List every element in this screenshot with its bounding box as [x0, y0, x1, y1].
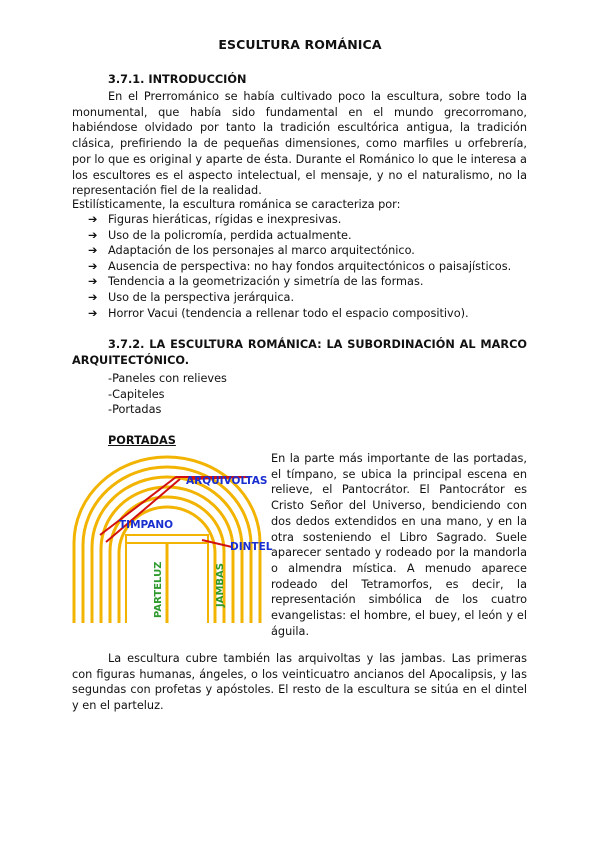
jamb-right — [202, 535, 208, 623]
arrow-bullet-icon: ➔ — [88, 290, 98, 304]
arrow-bullet-icon: ➔ — [88, 244, 98, 258]
list-item: -Capiteles — [108, 387, 165, 401]
section-heading-subordinacion: 3.7.2. LA ESCULTURA ROMÁNICA: LA SUBORDINACIÓN AL MARCO — [108, 338, 527, 351]
sculpture-types-list — [108, 371, 227, 418]
lintel — [126, 535, 208, 543]
portadas-heading: PORTADAS — [108, 434, 176, 447]
list-item: ➔ Adaptación de los personajes al marco arquitectónico. — [88, 244, 415, 258]
arrow-bullet-icon: ➔ — [88, 228, 98, 242]
intro-paragraph: En el Prerrománico se había cultivado poco la escultura, sobre todo la monumental, que había sido fundamental en el mundo grecorromano, habiéndose olvidado por tanto la tradición escultórica antigua, la tradición clásica, prefiriendo la de pequeñas dimensiones, como marfiles u orfebrería, por lo que es original y aparte de ésta. Durante el Románico lo que le interesa a los escultores es el aspecto intelectual, el mensaje, y no el naturalismo, no la representación fiel de la realidad. — [72, 90, 527, 198]
arrow-bullet-icon: ➔ — [88, 275, 98, 289]
arrow-bullet-icon: ➔ — [88, 213, 98, 226]
label-dintel: DINTEL — [230, 541, 273, 553]
page-title: ESCULTURA ROMÁNICA — [218, 37, 382, 52]
portal-diagram — [72, 455, 273, 623]
section-heading-introduccion: 3.7.1. INTRODUCCIÓN — [108, 73, 247, 86]
list-item: ➔ Tendencia a la geometrización y simetría de las formas. — [88, 275, 424, 289]
list-item: -Paneles con relieves — [108, 372, 227, 385]
section-heading-subordinacion-cont: ARQUITECTÓNICO. — [72, 354, 190, 367]
list-item: -Portadas — [108, 403, 162, 417]
arrow-bullet-icon: ➔ — [88, 259, 98, 273]
jamb-left — [126, 535, 132, 623]
list-item: ➔ Horror Vacui (tendencia a rellenar todo el espacio compositivo). — [88, 306, 469, 320]
characteristics-intro-line: Estilísticamente, la escultura románica se caracteriza por: — [72, 198, 401, 211]
label-parteluz: PARTELUZ — [153, 561, 164, 618]
list-item: ➔ Figuras hieráticas, rígidas e inexpresivas. — [88, 213, 342, 226]
label-timpano: TIMPANO — [119, 519, 174, 531]
closing-paragraph: La escultura cubre también las arquivoltas y las jambas. Las primeras con figuras humanas, ángeles, o los veinticuatro ancianos del Apocalipsis, y las segundas con profetas y apóstoles. El resto de la escultura se sitúa en el dintel y en el parteluz. — [72, 652, 527, 713]
list-item: ➔ Uso de la policromía, perdida actualmente. — [88, 228, 352, 242]
arrow-bullet-icon: ➔ — [88, 306, 98, 320]
list-item: ➔ Uso de la perspectiva jerárquica. — [88, 290, 295, 304]
label-jambas: JAMBAS — [215, 563, 226, 607]
portadas-description: En la parte más importante de las portadas, el tímpano, se ubica la principal escena en relieve, el Pantocrátor. El Pantocrátor es Cristo Señor del Universo, bendiciendo con dos dedos extendidos en una mano, y en la otra sosteniendo el Libro Sagrado. Suele aparecer sentado y rodeado por la mandorla o almendra mística. A menudo aparece rodeado del Tetramorfos, es decir, la representación simbólica de los cuatro evangelistas: el hombre, el buey, el león y el águila. — [271, 452, 527, 638]
label-arquivoltas: ARQUIVOLTAS — [186, 475, 268, 487]
characteristics-list — [88, 212, 511, 321]
list-item: ➔ Ausencia de perspectiva: no hay fondos arquitectónicos o paisajísticos. — [88, 259, 512, 273]
